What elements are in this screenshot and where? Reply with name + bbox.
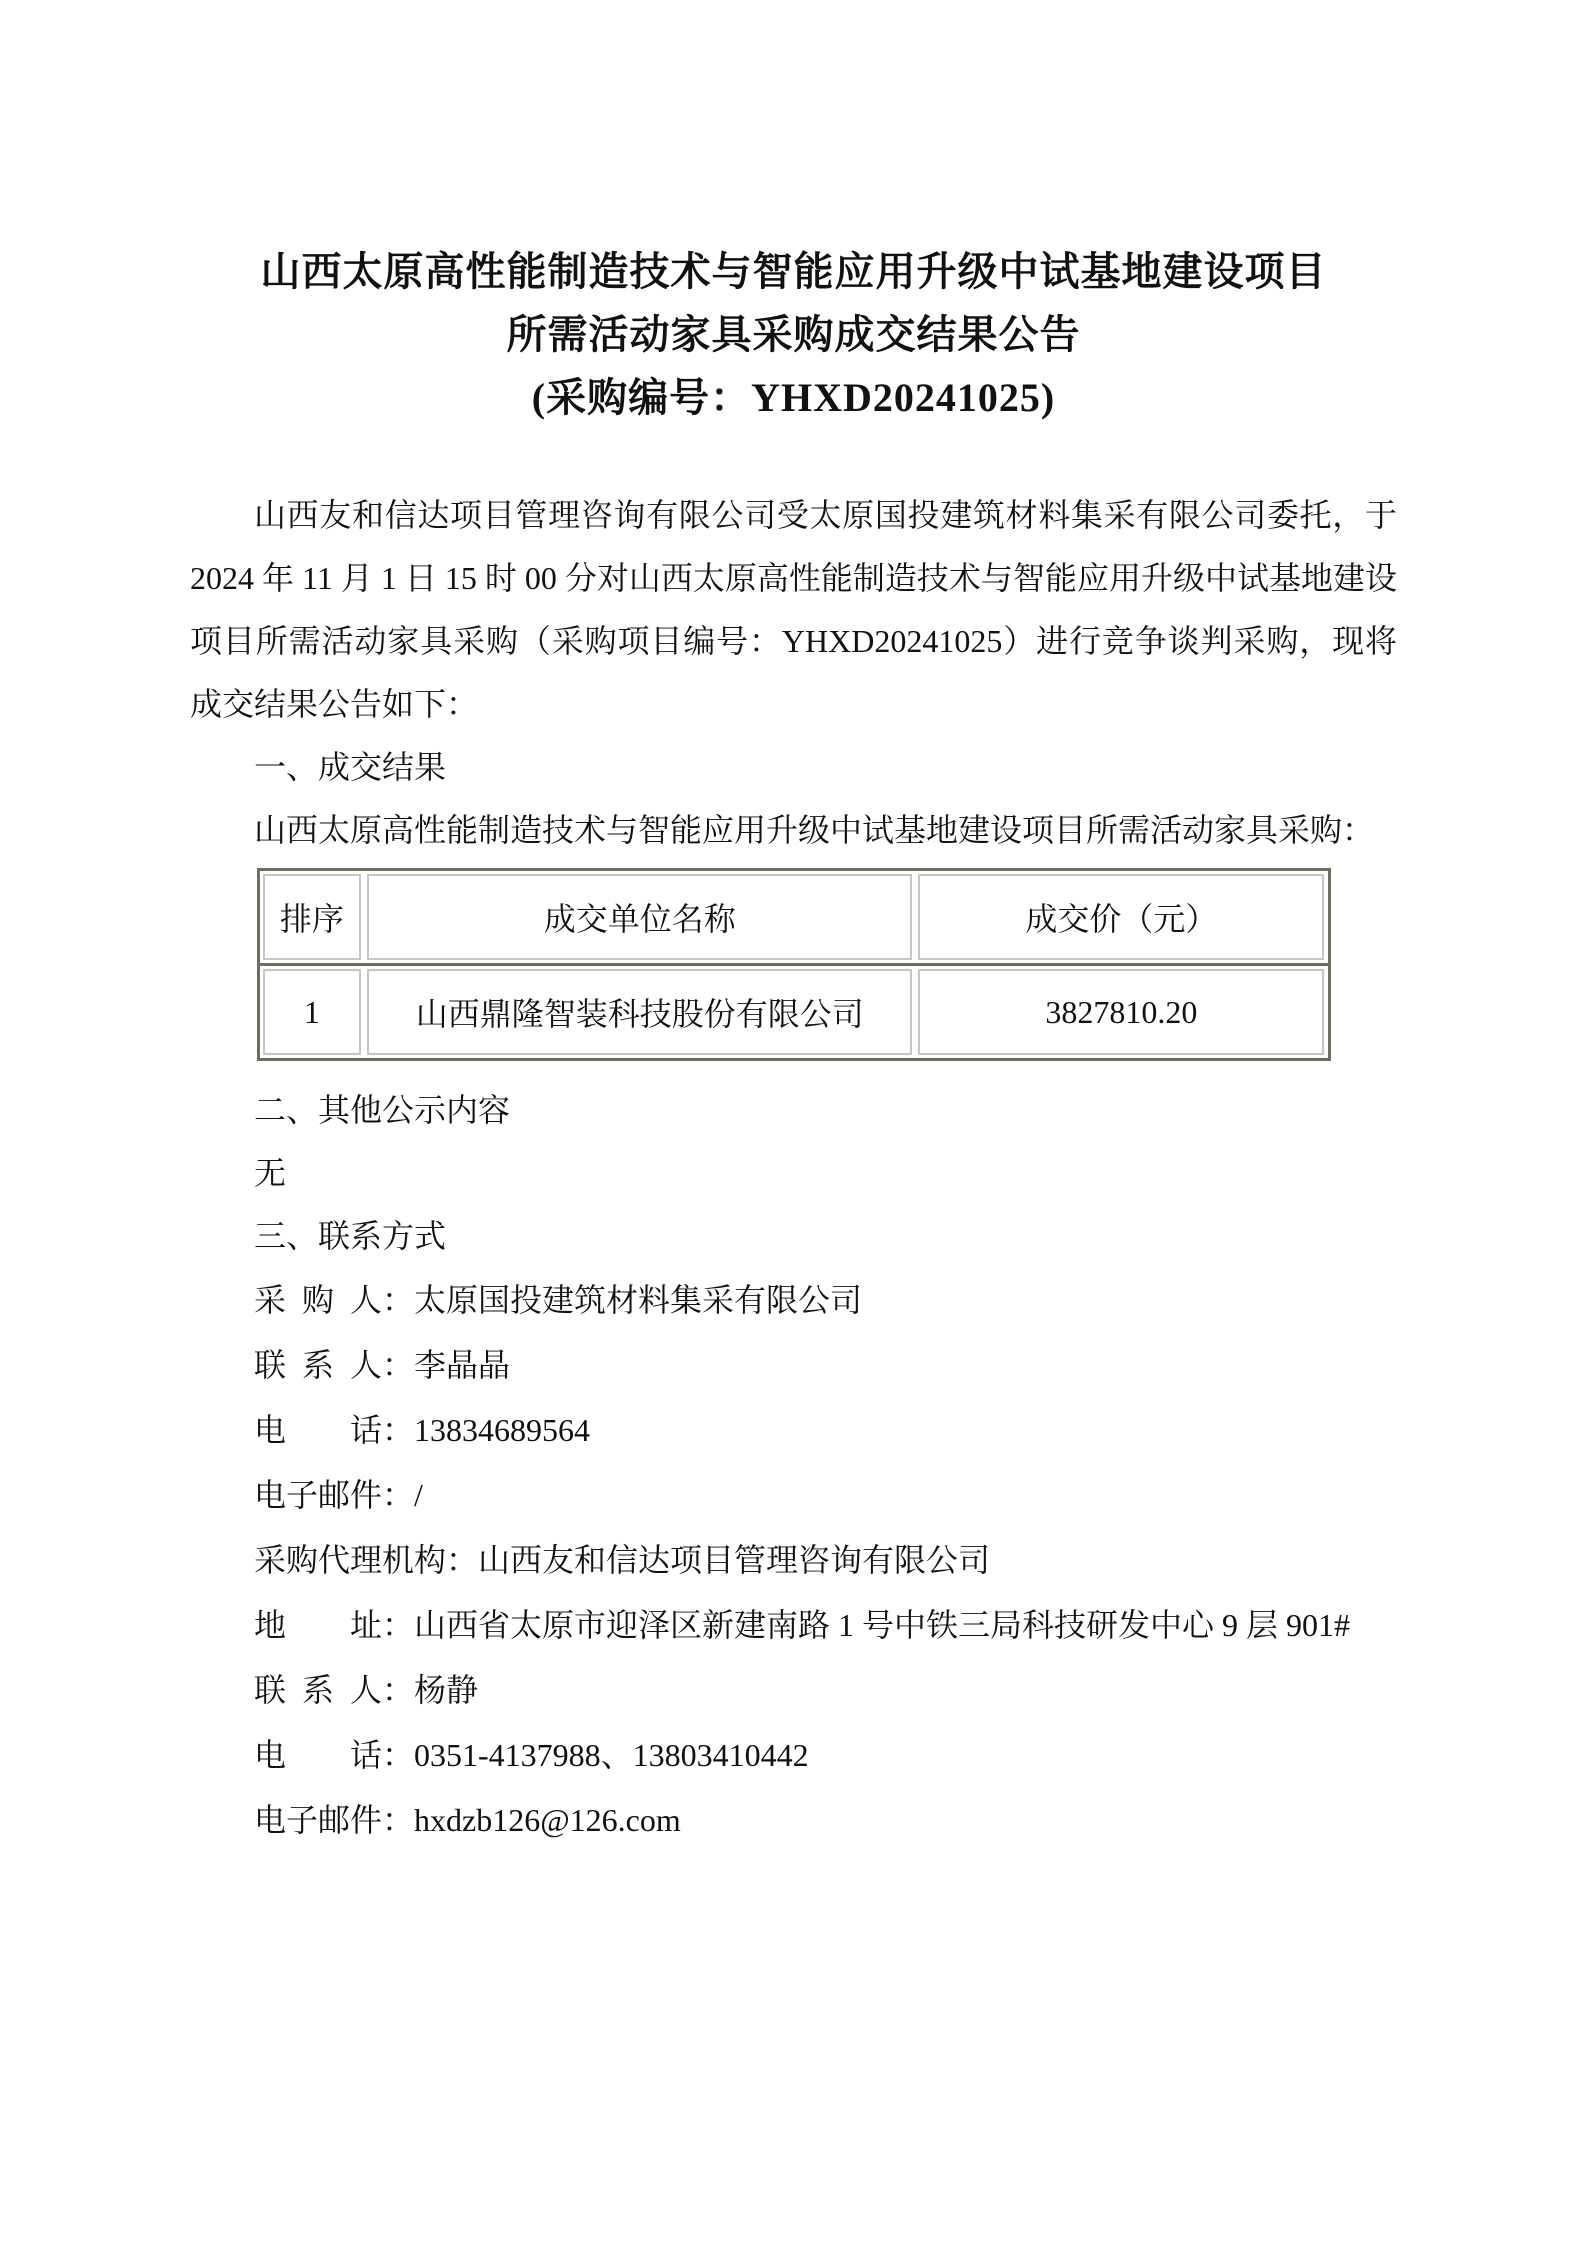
title-line-1: 山西太原高性能制造技术与智能应用升级中试基地建设项目 bbox=[260, 249, 1327, 294]
section-two-heading: 二、其他公示内容 bbox=[254, 1092, 511, 1128]
cell-rank: 1 bbox=[263, 969, 362, 1055]
contact-buyer-phone: 电 话：13834689564 bbox=[254, 1412, 591, 1448]
title-line-3-procurement-number: (采购编号：YHXD20241025) bbox=[531, 375, 1056, 420]
document-title bbox=[190, 240, 1397, 429]
header-cell-supplier: 成交单位名称 bbox=[367, 874, 912, 960]
contact-buyer: 采 购 人：太原国投建筑材料集采有限公司 bbox=[254, 1282, 863, 1318]
result-table-header-row bbox=[260, 871, 1328, 963]
contact-buyer-email: 电子邮件：/ bbox=[254, 1477, 423, 1513]
contact-agency: 采购代理机构：山西友和信达项目管理咨询有限公司 bbox=[254, 1542, 991, 1578]
result-table-data-row bbox=[260, 963, 1328, 1058]
contact-buyer-person: 联 系 人：李晶晶 bbox=[254, 1347, 511, 1383]
section-three-heading: 三、联系方式 bbox=[254, 1218, 447, 1254]
contact-agency-address: 地 址：山西省太原市迎泽区新建南路 1 号中铁三局科技研发中心 9 层 901# bbox=[254, 1607, 1351, 1643]
intro-paragraph: 山西友和信达项目管理咨询有限公司受太原国投建筑材料集采有限公司委托，于 2024 年 11 月 1 日 15 时 00 分对山西太原高性能制造技术与智能应用升级中试基地建设项目所需活动家具采购（采购项目编号：YHXD20241025）进行竞争谈判采购，现将成交结果公告如下： bbox=[190, 497, 1397, 722]
section-two-content: 无 bbox=[254, 1155, 287, 1191]
cell-supplier: 山西鼎隆智装科技股份有限公司 bbox=[367, 969, 912, 1055]
contact-agency-email: 电子邮件：hxdzb126@126.com bbox=[254, 1802, 681, 1838]
header-cell-rank: 排序 bbox=[263, 874, 362, 960]
result-table bbox=[257, 868, 1331, 1061]
title-line-2: 所需活动家具采购成交结果公告 bbox=[506, 312, 1081, 357]
contact-agency-phone: 电 话：0351-4137988、13803410442 bbox=[254, 1737, 809, 1773]
section-one-lead: 山西太原高性能制造技术与智能应用升级中试基地建设项目所需活动家具采购： bbox=[254, 812, 1375, 848]
header-cell-price: 成交价（元） bbox=[918, 874, 1324, 960]
cell-price: 3827810.20 bbox=[918, 969, 1324, 1055]
section-one-heading: 一、成交结果 bbox=[254, 749, 447, 785]
contact-agency-person: 联 系 人：杨静 bbox=[254, 1672, 479, 1708]
